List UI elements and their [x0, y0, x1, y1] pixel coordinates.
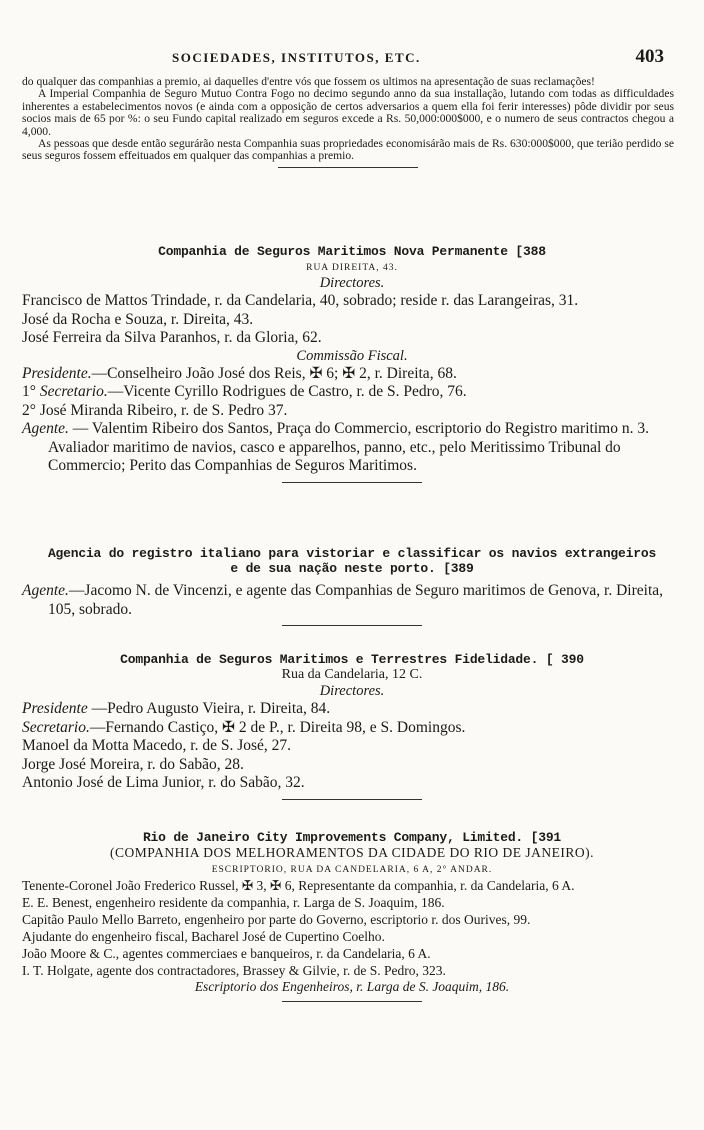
section-heading: Agencia do registro italiano para vistoriar e classificar os navios extrangeiros e de sua nação neste porto. [389: [47, 546, 657, 576]
intro-paragraph: A Imperial Companhia de Seguro Mutuo Contra Fogo no decimo segundo anno da sua installação, lutando com todas as difficuldades inherentes a estabelecimentos novos (e ainda com a opposição de certos adversarios a quem ella foi ferir interesses) pôde dividir por seus socios mais de 65 por %: o seu Fundo capital realizado em seguros excede a Rs. 50,000:000$000, e o numero de seus contractos chegou a 4,000.: [22, 87, 674, 138]
section-heading: Rio de Janeiro City Improvements Company, Limited. [391: [142, 830, 562, 845]
divider: [282, 625, 422, 626]
secretario-entry: 1° Secretario.—Vicente Cyrillo Rodrigues de Castro, r. de S. Pedro, 76.: [22, 383, 467, 400]
section-subheading: (COMPANHIA DOS MELHORAMENTOS DA CIDADE DO RIO DE JANEIRO).: [110, 845, 594, 860]
company-entry: E. E. Benest, engenheiro residente da companhia, r. Larga de S. Joaquim, 186.: [22, 895, 445, 910]
page-number: 403: [635, 46, 664, 67]
divider: [278, 167, 418, 168]
company-entry: I. T. Holgate, agente dos contractadores, Brassey & Gilvie, r. de S. Pedro, 323.: [22, 963, 446, 978]
company-entry: Ajudante do engenheiro fiscal, Bacharel José de Cupertino Coelho.: [22, 929, 385, 944]
director-entry: Antonio José de Lima Junior, r. do Sabão, 32.: [22, 774, 305, 791]
intro-text: [22, 76, 674, 172]
divider: [282, 1001, 422, 1002]
section-heading: Companhia de Seguros Maritimos e Terrestres Fidelidade. [ 390: [120, 652, 584, 667]
section-address: ESCRIPTORIO, RUA DA CANDELARIA, 6 A, 2° ANDAR.: [211, 865, 493, 875]
section-389: [22, 546, 682, 626]
section-address: Rua da Candelaria, 12 C.: [281, 667, 423, 682]
presidente-entry: Presidente.—Conselheiro João José dos Reis, ✠ 6; ✠ 2, r. Direita, 68.: [22, 364, 457, 382]
section-footer: Escriptorio dos Engenheiros, r. Larga de S. Joaquim, 186.: [194, 979, 510, 994]
agente-entry: Agente. — Valentim Ribeiro dos Santos, Praça do Commercio, escriptorio do Registro maritimo n. 3. Avaliador maritimo de navios, casco e apparelhos, panno, etc., pelo Meritissimo Tribunal do Commercio; Perito das Companhias de Seguros Maritimos.: [22, 420, 649, 474]
company-entry: Tenente-Coronel João Frederico Russel, ✠ 3, ✠ 6, Representante da companhia, r. da Candelaria, 6 A.: [22, 878, 575, 893]
divider: [282, 799, 422, 800]
divider: [282, 482, 422, 483]
section-heading: Companhia de Seguros Maritimos Nova Permanente [388: [158, 244, 546, 259]
commissao-label: Commissão Fiscal.: [296, 347, 408, 364]
page-header: [22, 46, 682, 70]
section-390: [22, 652, 682, 800]
directores-label: Directores.: [319, 683, 385, 699]
presidente-entry: Presidente —Pedro Augusto Vieira, r. Direita, 84.: [22, 700, 331, 717]
secretario-entry: Secretario.—Fernando Castiço, ✠ 2 de P., r. Direita 98, e S. Domingos.: [22, 718, 466, 736]
director-entry: José Ferreira da Silva Paranhos, r. da Gloria, 62.: [22, 329, 322, 346]
segundo-entry: 2° José Miranda Ribeiro, r. de S. Pedro 37.: [22, 401, 288, 419]
running-title: SOCIEDADES, INSTITUTOS, ETC.: [172, 50, 421, 65]
director-entry: Jorge José Moreira, r. do Sabão, 28.: [22, 755, 244, 773]
section-388: [22, 244, 682, 483]
company-entry: Capitão Paulo Mello Barreto, engenheiro por parte do Governo, escriptorio r. dos Ourives, 99.: [22, 912, 531, 927]
director-entry: Francisco de Mattos Trindade, r. da Candelaria, 40, sobrado; reside r. das Larangeiras, 31.: [22, 292, 579, 309]
intro-paragraph: As pessoas que desde então segurárão nesta Companhia suas propriedades economisárão mais de Rs. 630:000$000, que terião perdido se seus seguros fossem effeituados em qualquer das companhias a premio.: [22, 137, 674, 163]
director-entry: José da Rocha e Souza, r. Direita, 43.: [22, 310, 254, 328]
director-entry: Manoel da Motta Macedo, r. de S. José, 27.: [22, 737, 292, 754]
agente-entry: Agente.—Jacomo N. de Vincenzi, e agente das Companhias de Seguro maritimos de Genova, r. Direita, 105, sobrado.: [22, 582, 664, 618]
company-entry: João Moore & C., agentes commerciaes e banqueiros, r. da Candelaria, 6 A.: [22, 946, 431, 961]
directores-label: Directores.: [319, 275, 385, 291]
section-391: [22, 830, 682, 1002]
section-address: RUA DIREITA, 43.: [306, 263, 398, 273]
intro-paragraph: do qualquer das companhias a premio, ai daquelles d'entre vós que fossem os ultimos na apresentação de suas reclamações!: [22, 75, 595, 88]
